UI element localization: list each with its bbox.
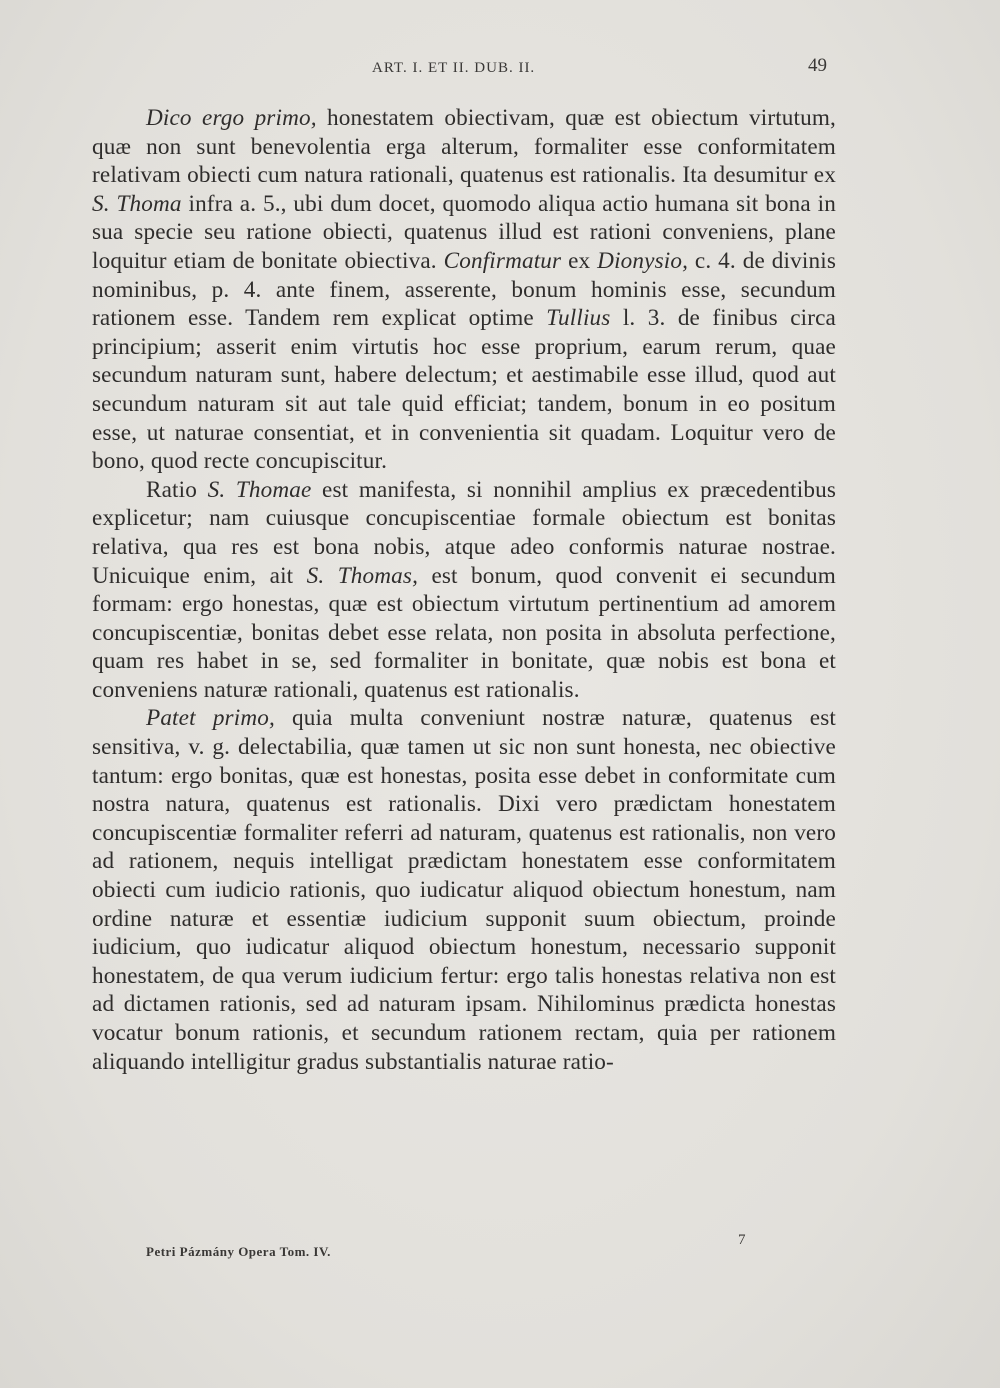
- text-run: c. 4. de divinis nominibus, p. 4. ante finem, asserente, bonum hominis esse, secundum rationem esse. Tandem rem explicat optime: [92, 247, 836, 332]
- italic-text: S. Thomas,: [306, 562, 419, 589]
- paragraph-1: [92, 104, 836, 476]
- signature-line: Petri Pázmány Opera Tom. IV.: [146, 1244, 331, 1259]
- text-run: honestatem obiectivam, quæ est obiectum virtutum, quæ non sunt benevolentia erga alterum, formaliter esse conformitatem relativam obiecti cum natura rationali, quatenus est rationalis. Ita desumitur ex: [92, 105, 837, 189]
- text-run: Ratio: [146, 476, 208, 503]
- text-run: est bonum, quod convenit ei secundum formam: ergo honestas, quæ est obiectum virtutum pertinentium ad amorem concupiscentiæ, bonitas debet esse relata, non posita in absoluta perfectione, quam res habet in se, sed formaliter in bonitate, quæ nobis est bona et conveniens naturæ rationali, quatenus est rationalis.: [92, 562, 836, 703]
- text-run: infra a. 5., ubi dum docet, quomodo aliqua actio humana sit bona in sua specie seu ratione obiecti, quatenus illud est rationi conveniens, plane loquitur etiam de bonitate obiectiva.: [92, 190, 837, 274]
- body-text: [92, 104, 836, 1076]
- italic-text: Tullius: [546, 305, 611, 332]
- italic-text: S. Thoma: [92, 190, 182, 217]
- running-head: ART. I. ET II. DUB. II.: [372, 60, 536, 76]
- page-number: 49: [808, 55, 827, 76]
- italic-text: S. Thomae: [207, 476, 312, 503]
- text-run: l. 3. de finibus circa principium; asserit enim virtutis hoc esse proprium, earum rerum, quae secundum naturam sunt, habere delectum; et aestimabile esse illud, quod aut secundum naturam sit aut tale quid efficiat; tandem, bonum in eo positum esse, ut naturae consentiat, et in convenientia sit quadam. Loquitur vero de bono, quod recte concupiscitur.: [92, 305, 836, 475]
- italic-text: Dico ergo primo,: [146, 105, 317, 131]
- text-run: est manifesta, si nonnihil amplius ex præcedentibus explicetur; nam cuiusque concupiscentiae formale obiectum est bonitas relativa, qua res est bona nobis, atque adeo conformis naturae nostrae. Unicuique enim, ait: [92, 476, 836, 589]
- italic-text: Patet primo,: [146, 705, 275, 732]
- italic-text: Dionysio,: [597, 247, 689, 274]
- italic-text: Confirmatur: [443, 247, 562, 274]
- signature-mark: 7: [738, 1232, 746, 1248]
- paragraph-2: [92, 476, 836, 705]
- text-run: quia multa conveniunt nostræ naturæ, quatenus est sensitiva, v. g. delectabilia, quæ tamen ut sic non sunt honesta, nec obiective tantum: ergo bonitas, quæ est honestas, posita esse debet in conformitate cum nostra natura, quatenus est rationalis. Dixi vero prædictam honestatem concupiscentiæ formaliter referri ad naturam, quatenus est rationalis, non vero ad rationem, nequis intelligat prædictam honestatem esse conformitatem obiecti cum iudicio rationis, quo iudicatur aliquod obiectum honestum, nam ordine naturæ et essentiæ iudicium supponit suum obiectum, proinde iudicium, quo iudicatur aliquod obiectum honestum, necessario supponit honestatem, de qua verum iudicium fertur: ergo talis honestas relativa non est ad dictamen rationis, sed ad naturam ipsam. Nihilominus prædicta honestas vocatur bonum rationis, et secundum rationem rectam, quia per rationem aliquando intelligitur gradus substantialis naturae ratio-: [92, 705, 836, 1075]
- paragraph-3: [92, 704, 836, 1076]
- text-run: ex: [561, 247, 598, 274]
